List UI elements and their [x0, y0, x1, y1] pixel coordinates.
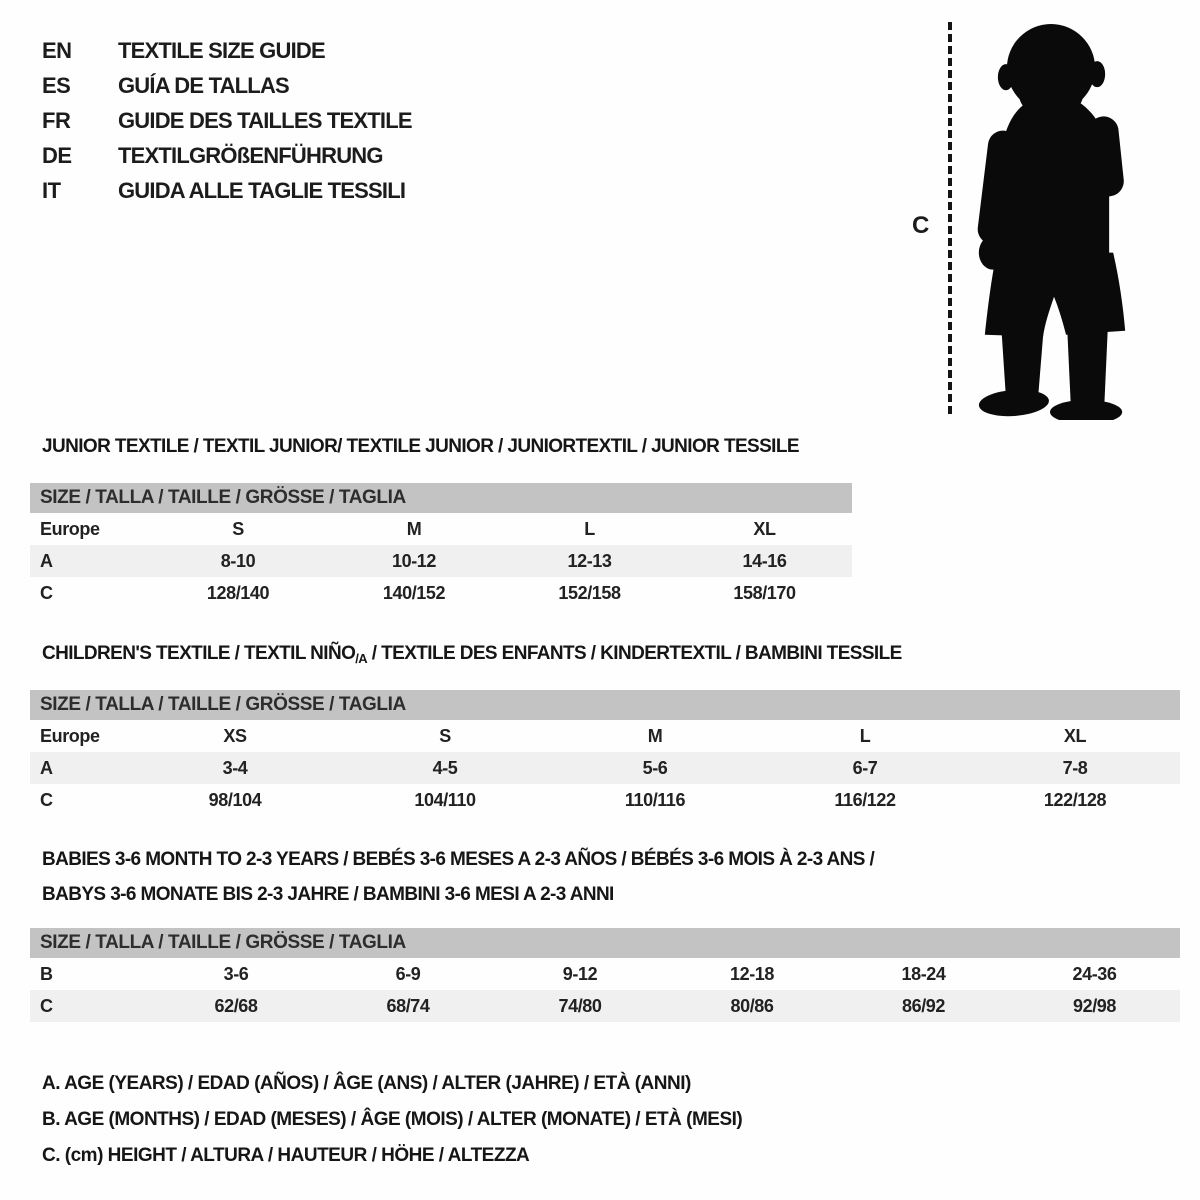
- language-title-list: [42, 33, 412, 208]
- junior-section-heading: JUNIOR TEXTILE / TEXTIL JUNIOR/ TEXTILE JUNIOR / JUNIORTEXTIL / JUNIOR TESSILE: [42, 436, 799, 457]
- size-cell: 140/152: [382, 582, 446, 603]
- legend-line-b: B. AGE (MONTHS) / EDAD (MESES) / ÂGE (MOIS) / ALTER (MONATE) / ETÀ (MESI): [42, 1109, 743, 1130]
- size-cell: 98/104: [208, 789, 262, 810]
- language-row: [42, 173, 412, 208]
- size-cell: M: [647, 725, 663, 746]
- size-cell: S: [232, 518, 244, 539]
- children-heading-subscript: /A: [355, 651, 368, 666]
- size-cell: 10-12: [326, 545, 502, 577]
- table-row: [30, 720, 1180, 752]
- size-cell: 80/86: [666, 990, 838, 1022]
- size-header-row: [30, 483, 852, 513]
- size-cell: 12-13: [502, 545, 677, 577]
- size-cell: 74/80: [494, 990, 666, 1022]
- language-row: [42, 138, 412, 173]
- size-header-row: [30, 690, 1180, 720]
- size-cell: 24-36: [1072, 963, 1117, 984]
- size-cell: 86/92: [838, 990, 1009, 1022]
- size-cell: 62/68: [150, 990, 322, 1022]
- babies-size-table: [30, 928, 1180, 1022]
- size-header-row: [30, 928, 1180, 958]
- size-cell: 116/122: [834, 789, 896, 810]
- table-row: [30, 784, 1180, 816]
- language-title: GUÍA DE TALLAS: [118, 72, 289, 98]
- language-row: [42, 68, 412, 103]
- size-cell: 3-4: [130, 752, 340, 784]
- babies-section-heading-line2: BABYS 3-6 MONATE BIS 2-3 JAHRE / BAMBINI 3-6 MESI A 2-3 ANNI: [42, 884, 614, 905]
- size-header-label: SIZE / TALLA / TAILLE / GRÖSSE / TAGLIA: [30, 690, 1180, 720]
- row-label: C: [40, 789, 53, 810]
- size-cell: XS: [223, 725, 247, 746]
- row-label: Europe: [40, 518, 100, 539]
- row-label: C: [30, 990, 150, 1022]
- row-label: C: [40, 582, 53, 603]
- size-cell: 5-6: [550, 752, 760, 784]
- table-row: [30, 990, 1180, 1022]
- table-row: [30, 513, 852, 545]
- size-cell: 68/74: [322, 990, 494, 1022]
- row-label: A: [30, 545, 150, 577]
- size-cell: M: [406, 518, 422, 539]
- babies-section-heading-line1: BABIES 3-6 MONTH TO 2-3 YEARS / BEBÉS 3-6 MESES A 2-3 AÑOS / BÉBÉS 3-6 MOIS À 2-3 ANS /: [42, 849, 875, 870]
- legend-line-c: C. (cm) HEIGHT / ALTURA / HAUTEUR / HÖHE / ALTEZZA: [42, 1145, 530, 1166]
- row-label: Europe: [40, 725, 100, 746]
- size-cell: 12-18: [729, 963, 775, 984]
- language-code: ES: [42, 72, 71, 98]
- size-cell: XL: [1063, 725, 1087, 746]
- size-cell: XL: [753, 518, 776, 539]
- size-cell: S: [439, 725, 451, 746]
- language-row: [42, 33, 412, 68]
- toddler-silhouette-icon: [962, 14, 1138, 420]
- language-code: DE: [42, 142, 72, 168]
- height-measure-label: C: [912, 212, 930, 239]
- language-code: EN: [42, 37, 72, 63]
- size-cell: 4-5: [340, 752, 550, 784]
- table-row: [30, 752, 1180, 784]
- language-code: IT: [42, 177, 61, 203]
- size-cell: 14-16: [677, 545, 852, 577]
- size-cell: 122/128: [1043, 789, 1107, 810]
- size-cell: 9-12: [562, 963, 598, 984]
- size-cell: 6-9: [395, 963, 421, 984]
- junior-size-table: [30, 483, 852, 609]
- size-cell: 7-8: [970, 752, 1180, 784]
- size-cell: 152/158: [558, 582, 621, 603]
- size-header-label: SIZE / TALLA / TAILLE / GRÖSSE / TAGLIA: [30, 483, 852, 513]
- language-row: [42, 103, 412, 138]
- size-cell: L: [584, 518, 595, 539]
- size-cell: 92/98: [1009, 990, 1180, 1022]
- size-cell: 110/116: [624, 789, 686, 810]
- size-cell: 8-10: [150, 545, 326, 577]
- size-cell: 6-7: [760, 752, 970, 784]
- size-cell: 18-24: [901, 963, 946, 984]
- table-row: [30, 577, 852, 609]
- language-code: FR: [42, 107, 71, 133]
- size-cell: 158/170: [733, 582, 796, 603]
- measurement-legend: [42, 1066, 742, 1174]
- children-heading-post: / TEXTILE DES ENFANTS / KINDERTEXTIL / BAMBINI TESSILE: [367, 643, 902, 664]
- language-title: TEXTILE SIZE GUIDE: [118, 37, 325, 63]
- language-title: GUIDE DES TAILLES TEXTILE: [118, 107, 412, 133]
- legend-line-a: A. AGE (YEARS) / EDAD (AÑOS) / ÂGE (ANS) / ALTER (JAHRE) / ETÀ (ANNI): [42, 1073, 691, 1094]
- language-title: GUIDA ALLE TAGLIE TESSILI: [118, 177, 406, 203]
- children-heading-pre: CHILDREN'S TEXTILE / TEXTIL NIÑO: [42, 643, 356, 664]
- size-header-label: SIZE / TALLA / TAILLE / GRÖSSE / TAGLIA: [30, 928, 1180, 958]
- language-title: TEXTILGRÖßENFÜHRUNG: [118, 142, 383, 168]
- table-row: [30, 545, 852, 577]
- size-cell: L: [859, 725, 871, 746]
- size-cell: 104/110: [414, 789, 476, 810]
- table-row: [30, 958, 1180, 990]
- size-cell: 3-6: [223, 963, 249, 984]
- row-label: A: [30, 752, 130, 784]
- height-dashed-line: [948, 22, 952, 414]
- children-section-heading: [42, 643, 902, 666]
- row-label: B: [40, 963, 53, 984]
- size-cell: 128/140: [206, 582, 270, 603]
- children-size-table: [30, 690, 1180, 816]
